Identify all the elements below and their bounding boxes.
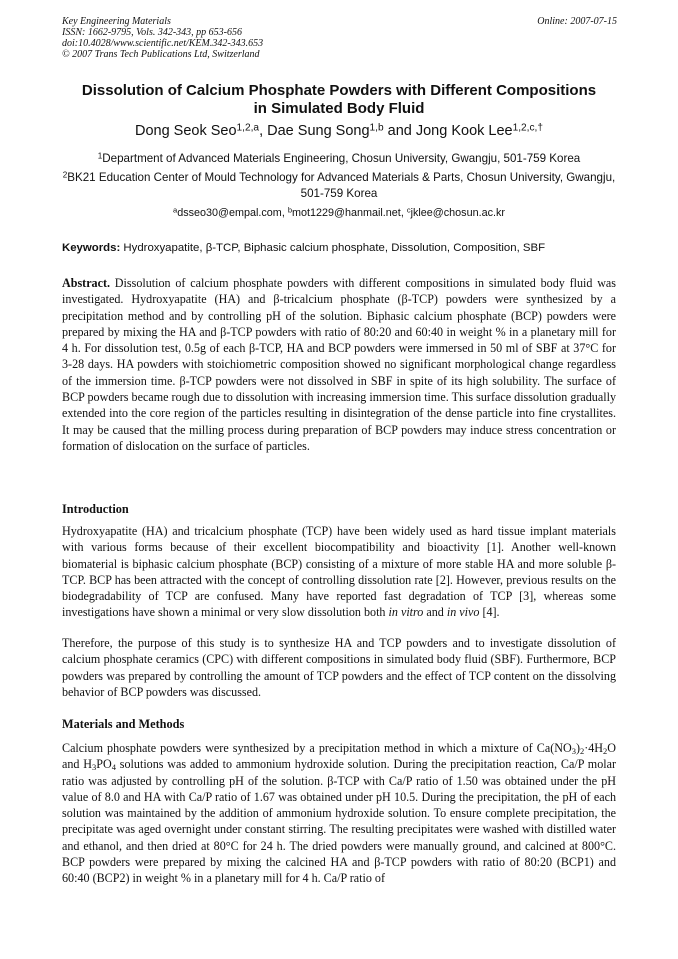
- subscript: 3: [571, 746, 576, 757]
- affiliation-number: 1: [97, 151, 103, 161]
- author-affiliation-marker: 1,b: [369, 122, 384, 134]
- affiliation-number: 2: [62, 170, 68, 180]
- introduction-paragraph-1: [62, 523, 616, 621]
- author-name: Jong Kook Lee: [415, 123, 513, 139]
- italic-term: in vitro: [388, 605, 424, 620]
- author-affiliation-marker: 1,2,a: [236, 122, 260, 134]
- paragraph-text: Hydroxyapatite (HA) and tricalcium phosphate (TCP) have been widely used as hard tissue implant materials with various forms because of their excellent biocompatibility and bioactivity [1]. Another well-known biomaterial is biphasic calcium phosphate (BCP) consisting of a mixture of more stable HA and more soluble β-TCP. BCP has been attracted with the concept of controlling dissolution rate [2]. However, previous results on the biodegradability of TCP are confused. Many have reported fast degradation of TCP [3], whereas some investigations have shown a minimal or very slow dissolution both: [62, 524, 616, 620]
- author-name: Dae Sung Song: [267, 123, 370, 139]
- title-line-2: in Simulated Body Fluid: [253, 100, 425, 117]
- author-list: [40, 123, 638, 139]
- abstract-text: Dissolution of calcium phosphate powders with different compositions in simulated body fluid was investigated. Hydroxyapatite (HA) and β-tricalcium phosphate (β-TCP) powders were synthesized by a precipitation method and by controlling pH of the solution. Biphasic calcium phosphate (BCP) powders were prepared by mixing the HA and β-TCP powders with ratio of 80:20 and 60:40 in weight % in a planetary mill for 4 h. For dissolution test, 0.5g of each β-TCP, HA and BCP powders were immersed in 50 ml of SBF at 37°C for 3-28 days. HA powders with stoichiometric composition showed no significant morphological change regardless of the immersion time. β-TCP powders were not dissolved in SBF in spite of its high solubility. The surface of BCP powders became rough due to dissolution with increasing immersion time. This surface dissolution gradually extended into the core region of the particles resulting in disintegration of the dense particle into fine crystallites. It may be caused that the milling process during preparation of BCP powders may induce stress concentration or formation of dislocation on the surface of particles.: [62, 276, 616, 453]
- journal-meta: [62, 16, 617, 60]
- introduction-paragraph-2: Therefore, the purpose of this study is to synthesize HA and TCP powders and to investigate dissolution of calcium phosphate ceramics (CPC) with different compositions in simulated body fluid (SBF). Furthermore, BCP powders was prepared by controlling the amount of TCP powders and the effect of TCP content on the dissolving behavior of BCP powders was discussed.: [62, 636, 616, 699]
- subscript: 2: [603, 746, 608, 757]
- affiliation-2: [56, 170, 622, 202]
- email-marker: a: [173, 205, 178, 215]
- keywords-text: Hydroxyapatite, β-TCP, Biphasic calcium phosphate, Dissolution, Composition, SBF: [120, 242, 546, 254]
- paragraph-text: ·4H: [584, 741, 604, 755]
- affiliation-text: Department of Advanced Materials Engineering, Chosun University, Gwangju, 501-759 Korea: [102, 152, 581, 165]
- abstract-label: Abstract.: [62, 276, 111, 290]
- subscript: 3: [92, 762, 97, 773]
- paper-title: [56, 82, 622, 118]
- abstract: [62, 275, 616, 454]
- email-marker: b: [287, 205, 293, 215]
- paragraph-text: Calcium phosphate powders were synthesized by a precipitation method in which a mixture of Ca(NO: [62, 741, 572, 755]
- paragraph-text: ): [575, 741, 580, 755]
- email-address: jklee@chosun.ac.kr: [410, 207, 505, 219]
- affiliation-1: [56, 151, 622, 167]
- subscript: 4: [111, 762, 116, 773]
- email-address: mot1229@hanmail.net: [292, 207, 401, 219]
- keywords-label: Keywords:: [62, 242, 121, 254]
- email-marker: c: [406, 205, 411, 215]
- paragraph-text: solutions was added to ammonium hydroxide solution. During the precipitation reaction, Ca/P molar ratio was adjusted by controlling pH of the solution. β-TCP with Ca/P ratio of 1.50 was obtained under the pH value of 8.0 and HA with Ca/P ratio of 1.67 was obtained under pH 10.5. During the precipitation, the pH of each solution was maintained by the addition of ammonium hydroxide solution. To ensure complete precipitation, the precipitate was aged overnight under constant stirring. The resulting precipitates were washed with distilled water and ethanol, and then dried at 80°C for 24 h. The dried powders were manually ground, and calcined at 800°C. BCP powders were prepared by mixing the calcined HA and β-TCP powders with ratio of 80:20 (BCP1) and 60:40 (BCP2) in weight % in a planetary mill for 4 h. Ca/P ratio of: [62, 757, 617, 886]
- journal-name: Key Engineering Materials: [62, 16, 171, 27]
- doi-line: doi:10.4028/www.scientific.net/KEM.342-343.653: [62, 38, 264, 49]
- online-date: Online: 2007-07-15: [537, 16, 617, 27]
- email-separator: ,: [400, 207, 407, 219]
- paragraph-text: [4].: [479, 605, 500, 620]
- subscript: 2: [579, 746, 585, 757]
- italic-term: in vivo: [446, 605, 480, 620]
- author-separator: and: [383, 123, 416, 139]
- copyright-line: © 2007 Trans Tech Publications Ltd, Switzerland: [62, 49, 260, 60]
- paragraph-text: and: [423, 605, 447, 620]
- author-name: Dong Seok Seo: [134, 123, 237, 139]
- author-emails: [56, 207, 622, 219]
- title-line-1: Dissolution of Calcium Phosphate Powders with Different Compositions: [81, 82, 597, 99]
- issn-line: ISSN: 1662-9795, Vols. 342-343, pp 653-656: [62, 27, 242, 38]
- paragraph-text: O and H: [62, 741, 616, 772]
- email-address: dsseo30@empal.com: [177, 207, 282, 219]
- materials-heading: Materials and Methods: [62, 717, 185, 731]
- keywords: [62, 242, 617, 254]
- materials-paragraph-1: [62, 740, 616, 887]
- affiliation-text: BK21 Education Center of Mould Technology for Advanced Materials & Parts, Chosun University, Gwangju, 501-759 Korea: [67, 171, 616, 200]
- author-separator: ,: [259, 123, 268, 139]
- introduction-heading: Introduction: [62, 502, 129, 516]
- author-affiliation-marker: 1,2,c,†: [512, 122, 544, 134]
- paragraph-text: PO: [96, 757, 112, 772]
- email-separator: ,: [281, 207, 288, 219]
